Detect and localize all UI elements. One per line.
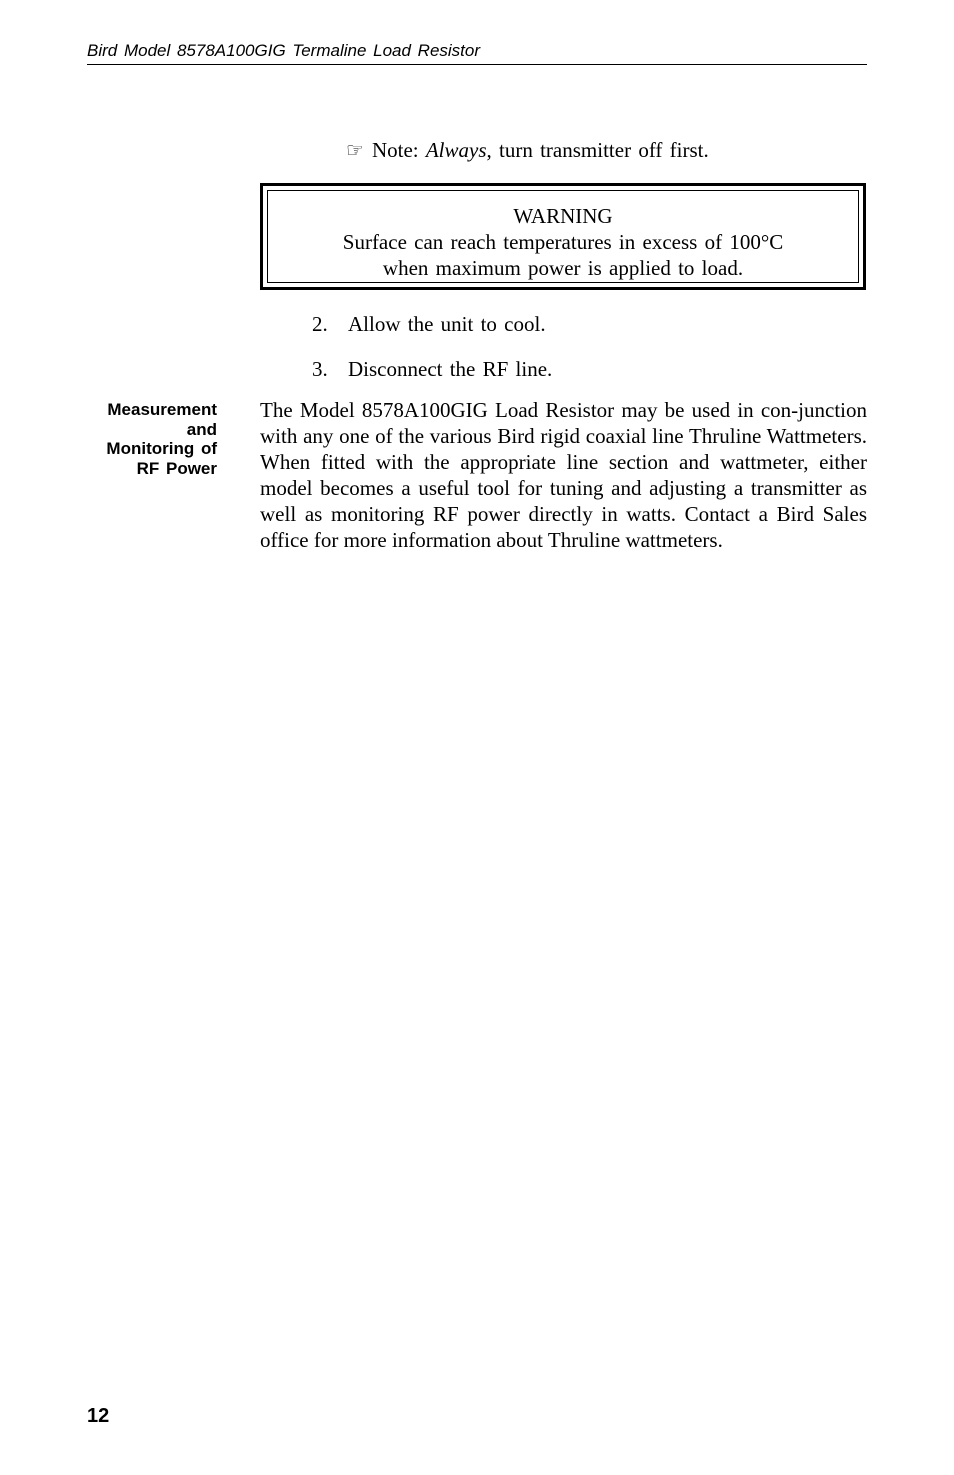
step-text: Disconnect the RF line. — [348, 357, 553, 381]
step-number: 3. — [312, 357, 328, 381]
warning-box — [260, 183, 866, 290]
warning-inner-box — [267, 190, 859, 283]
side-heading-line-4: RF Power — [136, 458, 217, 478]
step-2 — [312, 310, 546, 338]
page-header: Bird Model 8578A100GIG Termaline Load Resistor — [87, 40, 867, 65]
note-prefix: Note: — [371, 138, 426, 162]
note-emphasis: Always — [425, 138, 487, 162]
warning-line-2: when maximum power is applied to load. — [382, 256, 744, 280]
step-number: 2. — [312, 312, 328, 336]
section-side-heading — [60, 400, 217, 478]
page-number: 12 — [87, 1405, 110, 1427]
warning-line-1: Surface can reach temperatures in excess of 100°C — [342, 230, 784, 254]
note-text: , turn transmitter off first. — [486, 138, 709, 162]
step-3 — [312, 355, 552, 383]
section-paragraph: The Model 8578A100GIG Load Resistor may be used in con-junction with any one of the various Bird rigid coaxial line Thruline Wattmeters. When fitted with the appropriate line section and wattmeter, either model becomes a useful tool for tuning and adjusting a transmitter as well as monitoring RF power directly in watts. Contact a Bird Sales office for more information about Thruline wattmeters. — [260, 398, 867, 552]
side-heading-line-1: Measurement — [107, 400, 217, 419]
pointing-hand-icon: ☞ — [346, 138, 364, 162]
step-text: Allow the unit to cool. — [348, 312, 546, 336]
note-line — [346, 136, 709, 164]
side-heading-line-3: Monitoring of — [106, 439, 217, 458]
warning-title: WARNING — [513, 204, 613, 228]
side-heading-line-2: and — [186, 419, 217, 439]
